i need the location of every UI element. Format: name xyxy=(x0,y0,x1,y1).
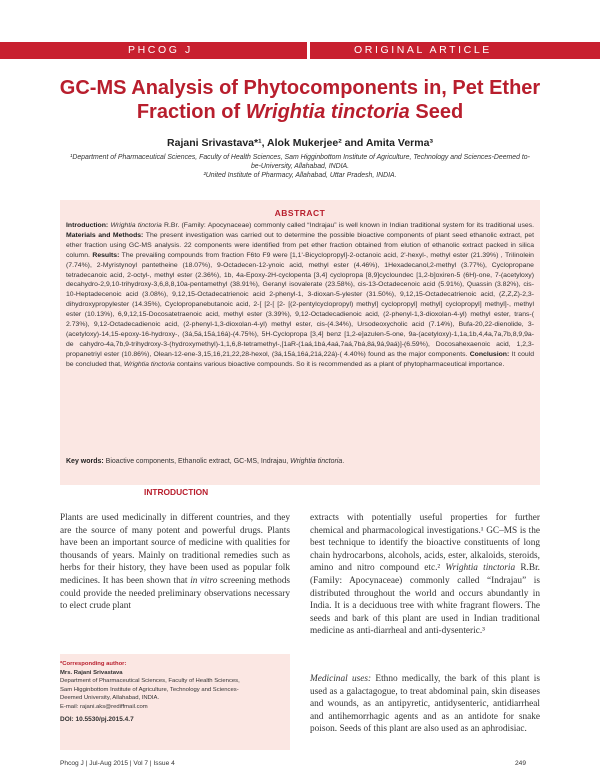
medicinal-uses-paragraph xyxy=(310,673,540,736)
keywords xyxy=(66,458,534,465)
header-bar xyxy=(0,42,600,59)
intro-column-2 xyxy=(310,512,540,638)
abstract-methods-label: Materials and Methods: xyxy=(66,231,144,239)
medicinal-uses-label: Medicinal uses: xyxy=(310,674,372,684)
intro-col1-text-2: screening methods could provide the needed preliminary observations necessary to elect crude plant xyxy=(60,575,290,612)
abstract-conclusion-text: It could be concluded that, xyxy=(66,350,535,368)
article-type-label: ORIGINAL ARTICLE xyxy=(354,44,492,56)
author-list: Rajani Srivastava*¹, Alok Mukerjee² and Amita Verma³ xyxy=(167,137,433,149)
abstract-intro-text: R.Br. (Family: Apocynaceae) commonly called “Indrajau” is well known in Indian traditional system for its traditional uses. xyxy=(161,222,535,229)
intro-col2-text: extracts with potentially useful properties for further chemical and pharmacological investigations.¹ GC–MS is the best technique to identify the bioactive constituents of long chain hydrocarbons, alcohols, acids, ester, alkaloids, steroids, amino and nitro compound etc.² xyxy=(310,513,540,574)
affiliation-2: ²United Institute of Pharmacy, Allahabad, Uttar Pradesh, INDIA. xyxy=(203,172,397,179)
abstract-conclusion-label: Conclusion: xyxy=(469,350,510,358)
intro-col1-text: Plants are used medicinally in different countries, and they are the source of many potent and powerful drugs. Plants have been an important source of medicine with qualities for thousands of years. Mainly on traditional remedies such as herbs for their history, they have been used as popular folk medicines. It has been shown that xyxy=(60,513,290,586)
correspondence-label: *Corresponding author: xyxy=(60,661,127,667)
page-number: 249 xyxy=(515,760,527,767)
correspondence-line-2: Sam Higginbottom Institute of Agriculture, Technology and Sciences- xyxy=(60,686,239,693)
keywords-text: Bioactive components, Ethanolic extract, GC-MS, Indrajau, xyxy=(103,458,291,465)
header-separator xyxy=(307,42,310,59)
doi[interactable]: DOI: 10.5530/pj.2015.4.7 xyxy=(60,715,134,723)
abstract-conclusion-species: Wrightia tinctoria xyxy=(123,360,175,368)
correspondence-text xyxy=(60,660,285,724)
correspondence-line-3: Deemed University, Allahabad, INDIA. xyxy=(60,695,160,702)
abstract-results-label: Results: xyxy=(92,251,120,259)
correspondence-line-1: Department of Pharmaceutical Sciences, Faculty of Health Sciences, xyxy=(60,678,240,685)
intro-col2-italic: Wrightia tinctoria xyxy=(445,563,516,574)
keywords-label: Key words: xyxy=(66,458,104,465)
abstract-body xyxy=(66,221,534,370)
abstract-methods-text: The present investigation was carried out to determine the possible bioactive components of plant seed ethanolic extract, pet ether fraction using GC-MS analysis. 22 components were identified from pet ether fraction obtained from elution of ethanolic extract packed in silica column. xyxy=(66,231,534,259)
title-text-end: Seed xyxy=(409,101,464,123)
affiliation-1: ¹Department of Pharmaceutical Sciences, Faculty of Health Sciences, Sam Higginbottom Institute of Agriculture, Technology and Sciences-Deemed to-be-University, Allahabad, INDIA. xyxy=(70,154,530,170)
abstract-heading: ABSTRACT xyxy=(274,208,326,218)
intro-col1-italic: in vitro xyxy=(190,575,218,586)
correspondence-name: Mrs. Rajani Srivastava xyxy=(60,669,123,676)
title-line-1: GC-MS Analysis of Phytocomponents in, Pet Ether xyxy=(59,77,541,99)
article-title xyxy=(40,76,560,124)
abstract-species: Wrightia tinctoria xyxy=(110,222,162,229)
abstract-intro-label: Introduction: xyxy=(66,222,109,229)
abstract-conclusion-text-2: contains various bioactive compounds. So it is recommended as a plant of phytopharmaceutical importance. xyxy=(174,360,505,368)
footer-journal: Phcog J | Jul-Aug 2015 | Vol 7 | Issue 4 xyxy=(60,760,175,767)
title-text: Fraction of xyxy=(136,101,246,123)
intro-column-1 xyxy=(60,512,290,613)
introduction-heading: INTRODUCTION xyxy=(144,487,209,497)
journal-label: PHCOG J xyxy=(128,44,193,56)
medicinal-uses-text: Ethno medically, the bark of this plant is used as a galactagogue, to treat abdominal pain, skin diseases and wounds, as an antipyretic, antidysenteric, antidiarrheal and antihemorrhagic agents and as an antidote for snake poison. Seeds of this plant are also used as an aphrodisiac. xyxy=(310,674,540,735)
intro-col2-text-2: R.Br. (Family: Apocynaceae) commonly called “Indrajau” is distributed throughout the world and occurs abundantly in India. It is a deciduous tree with white fragrant flowers. The seeds and bark of this plant are used in Indian traditional medicine as anti-diarrheal and anti-dysenteric.³ xyxy=(310,563,540,637)
title-line-2 xyxy=(40,100,560,124)
affiliations xyxy=(70,153,530,180)
keywords-species: Wrightia tinctoria xyxy=(290,458,343,465)
title-species: Wrightia tinctoria xyxy=(245,101,410,123)
correspondence-email[interactable]: E-mail: rajani.aks@rediffmail.com xyxy=(60,703,148,710)
abstract-results-text: The prevailing compounds from fraction F6to F9 were [1,1'-Bicyclopropyl]-2-octanoic acid, 2'-hexyl-, methyl ester (21.39%) , Trilinolein (7.74%), 2-Myristynoyl pantetheine (18.07%), 9-Octadecen-12-ynoic acid, methyl ester (4.46%), 1Hexadecanol,2-methyl (3.77%), Cyclopropane tetradecanoic acid, 2-octyl-, methyl ester (2.36%), 1b, 4a-Epoxy-2H-cyclopenta [3,4] cyclopropa [8,9]cycloundec [1,2-b]oxiren-5 (6H)-one, 7-(acetyloxy) decahydro-2,9,10-trihydroxy-3,6,8,8,10a-pentamethyl (38.91%), Geranyl isovalerate (23.58%), cis-13-Octadecenoic acid (5.91%), Quassin (3.82%), cis-10-Heptadecenoic acid (3.08%), 9,12,15-Octadecatrienoic acid 2-phenyl-1, 3-dioxan-5-ylester (31.50%), 9,12,15-Octadecatrienoic acid, (Z,Z,Z)-2,3-dihydroxypropylester (14.35%), Cyclopropanebutanoic acid, 2-[ [2-[ [2- [(2-pentylcyclopropyl) methyl] cyclopropyl] methyl] cyclopropyl] methyl]-, methyl ester (10.13%), 6,9,12,15-Docosatetraenoic acid, methyl ester (3.39%), 9,12-Octadecadienoic acid, (2-phenyl-1,3-dioxolan-4-yl) methyl ester, trans-( 2.73%), 9,12-Octadecadienoic acid, (2-phenyl-1,3-dioxolan-4-yl) methyl ester, cis-(4.34%), Ursodeoxycholic acid (7.14%), Bufa-20,22-dienolide, 3-(acetyloxy)-14,15-epoxy-16-hydroxy-, (3á,5á,15á,16á)-(4.75%), 5H-Cyclopropa [3,4] benz [1,2-e]azulen-5-one, 9a-(acetyloxy)-1,1a,1b,4,4a,7a,7b,8,9,9a-de cahydro-4a,7b,9-trihydroxy-3-(hydroxymethyl)-1,1,6,8-tetramethyl-,[1aR-(1aá,1bá,4aá,7aá,7bá,8á,9á,9aá)]-(6.59%), Docosahexaenoic acid, 1,2,3-propanetriyl ester (10.86%), Olean-12-ene-3,15,16,21,22,28-hexol, (3á,15á,16á,21á,22á)-( 4.40%) found as the major components. xyxy=(66,251,534,358)
keywords-end: . xyxy=(342,458,345,465)
